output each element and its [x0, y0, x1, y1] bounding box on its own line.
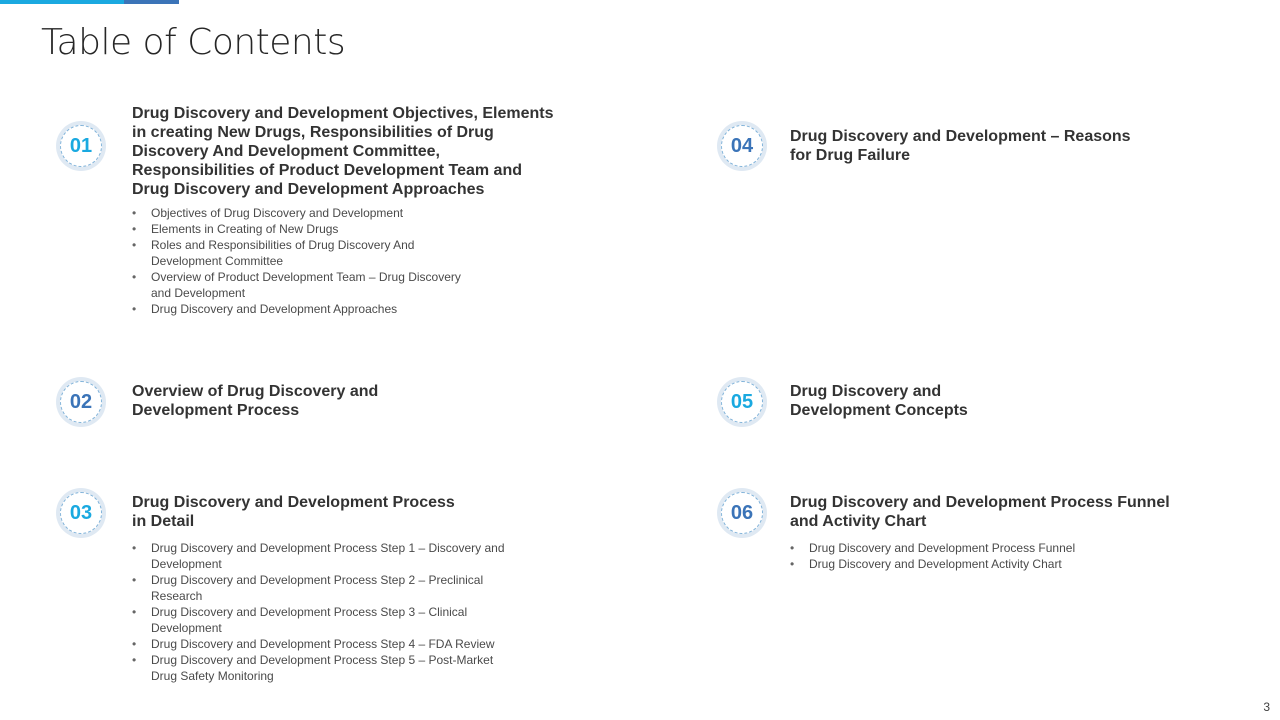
page-title: Table of Contents [41, 22, 346, 63]
section-bullet-list [132, 540, 505, 684]
accent-bar-blue [124, 0, 179, 4]
section-number: 05 [721, 381, 763, 423]
section-number: 01 [60, 125, 102, 167]
section-number-badge [56, 121, 106, 171]
section-title: Drug Discovery and Development Concepts [790, 383, 968, 419]
section-number: 06 [721, 492, 763, 534]
bullet-item: • Drug Discovery and Development Process Step 2 – Preclinical Research [132, 572, 505, 604]
section-title: Drug Discovery and Development – Reasons for Drug Failure [790, 128, 1131, 164]
section-number-badge [717, 377, 767, 427]
bullet-item: • Drug Discovery and Development Approaches [132, 301, 461, 317]
bullet-item: • Drug Discovery and Development Process Step 5 – Post-Market Drug Safety Monitoring [132, 652, 505, 684]
bullet-item: • Drug Discovery and Development Activity Chart [790, 556, 1075, 572]
section-title: Overview of Drug Discovery and Development Process [132, 383, 379, 419]
section-number-badge [717, 121, 767, 171]
section-title: Drug Discovery and Development Process in Detail [132, 494, 455, 530]
section-number: 04 [721, 125, 763, 167]
section-number-badge [717, 488, 767, 538]
section-number: 02 [60, 381, 102, 423]
section-bullet-list [132, 205, 461, 317]
section-number: 03 [60, 492, 102, 534]
section-number-badge [56, 377, 106, 427]
page-number: 3 [1263, 700, 1270, 714]
bullet-item: • Drug Discovery and Development Process Funnel [790, 540, 1075, 556]
section-number-badge [56, 488, 106, 538]
bullet-item: • Drug Discovery and Development Process Step 3 – Clinical Development [132, 604, 505, 636]
bullet-item: • Elements in Creating of New Drugs [132, 221, 461, 237]
bullet-item: • Objectives of Drug Discovery and Development [132, 205, 461, 221]
section-title: Drug Discovery and Development Objectives, Elements in creating New Drugs, Responsibilities of Drug Discovery And Development Committee, Responsibilities of Product Development Team and Drug Discovery and Development Approaches [132, 105, 554, 198]
bullet-item: • Roles and Responsibilities of Drug Discovery And Development Committee [132, 237, 461, 269]
section-bullet-list [790, 540, 1075, 572]
accent-bar-cyan [0, 0, 124, 4]
bullet-item: • Overview of Product Development Team – Drug Discovery and Development [132, 269, 461, 301]
bullet-item: • Drug Discovery and Development Process Step 4 – FDA Review [132, 636, 505, 652]
bullet-item: • Drug Discovery and Development Process Step 1 – Discovery and Development [132, 540, 505, 572]
section-title: Drug Discovery and Development Process Funnel and Activity Chart [790, 494, 1170, 530]
